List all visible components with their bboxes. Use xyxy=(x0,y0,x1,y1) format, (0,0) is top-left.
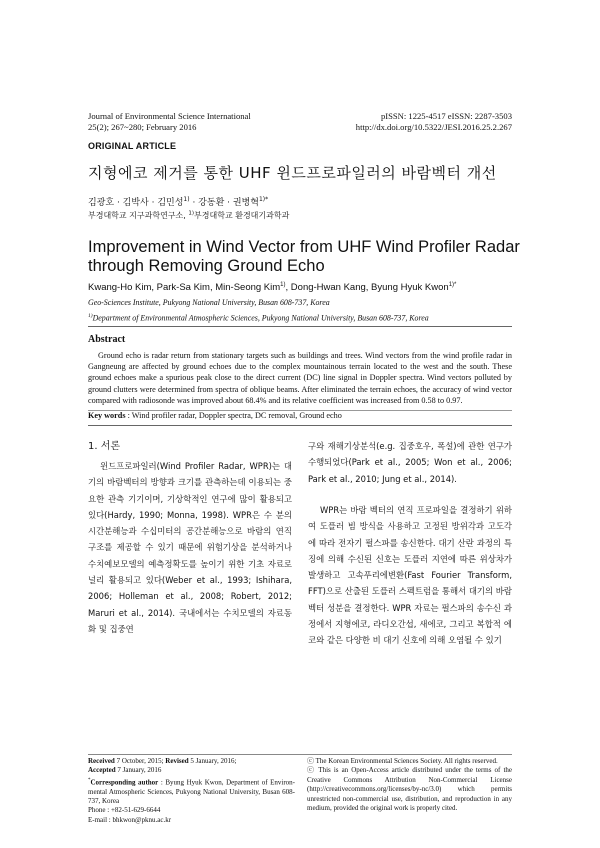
authors-kr-prefix: 김광호 · 김박사 · 김민성 xyxy=(88,198,184,208)
article-type: ORIGINAL ARTICLE xyxy=(88,141,177,151)
footer-phone: Phone : +82-51-629-6644 xyxy=(88,806,161,815)
corresponding-label: Corresponding author xyxy=(90,778,159,787)
divider-footer xyxy=(88,754,512,755)
footer-received-line xyxy=(88,757,295,766)
journal-issn: pISSN: 1225-4517 eISSN: 2287-3503 xyxy=(380,111,512,121)
authors-english xyxy=(88,282,456,293)
intro-right-column-2: WPR는 바람 벡터의 연직 프로파일을 결정하기 위하여 도플러 빔 방식을 사용하고 고정된 방위각과 고도각에 따라 전자기 펄스파를 송신한다. 대기 산란 과정의 특징에 의해 수신된 신호는 도플러 지연에 따른 위상차가 발생하고 고속푸리에변환(Fast Fourier Transform, FFT)으로 산출된 도플러 스펙트럼을 통해서 대기의 바람벡터 성분을 결정한다. WPR 자료는 펄스파의 송수신 과정에서 지형에코, 라디오간섭, 새에코, 그리고 복합적 에코와 같은 다양한 비 대기 신호에 의해 오염될 수 있기 xyxy=(308,505,512,646)
abstract-text: Ground echo is radar return from stationary targets such as buildings and trees. Wind vectors from the wind profile radar in Gangneung are affected by ground echoes due to the complex mountainous terrain located to the west and the south. These ground echoes make a spurious peak close to the direct current (DC) line signal in Doppler spectra. Wind vectors polluted by ground clutters were determined from spectra of oblique beams. After eliminated the terrain echoes, the accuracy of wind vector compared with radiosonde was improved about 68.4% and its relative coefficient was increased from 0.58 to 0.97. xyxy=(88,351,512,405)
affil-en-sup: 1) xyxy=(88,313,93,319)
authors-kr-sup2: 1)* xyxy=(258,196,269,203)
footer-corresponding: *Corresponding author : Byung Hyuk Kwon, Department of Environ-mental Atmospheric Sciences, Pukyong National University, Busan 608-737, Korea xyxy=(88,777,295,805)
affil-en-line2: Department of Environmental Atmospheric Sciences, Pukyong National University, Busan 608-737, Korea xyxy=(92,313,429,323)
intro-right-column-1: 구와 재해기상분석(e.g. 집중호우, 폭설)에 관한 연구가 수행되었다(Park et al., 2005; Won et al., 2006; Park et al., 2010; Jung et al., 2014). xyxy=(308,441,512,484)
corresponding-text: : Byung Hyuk Kwon, Department of Environ-mental Atmospheric Sciences, Pukyong National University, Busan 608-737, Korea xyxy=(88,778,295,805)
authors-en-middle: , Dong-Hwan Kang, Byung Hyuk Kwon xyxy=(285,282,449,294)
affil-kr-b: 부경대학교 환경대기과학과 xyxy=(194,211,290,220)
authors-kr-sup1: 1) xyxy=(183,196,190,203)
keywords-label: Key words xyxy=(88,411,126,420)
section-heading-intro: 1. 서론 xyxy=(88,441,121,452)
journal-name: Journal of Environmental Science International xyxy=(88,111,251,121)
keywords-text: : Wind profiler radar, Doppler spectra, DC removal, Ground echo xyxy=(125,411,342,420)
title-english: Improvement in Wind Vector from UHF Wind Profiler Radar through Removing Ground Echo xyxy=(88,238,520,275)
authors-en-prefix: Kwang-Ho Kim, Park-Sa Kim, Min-Seong Kim xyxy=(88,282,281,294)
affil-en-line1: Geo-Sciences Institute, Pukyong National University, Busan 608-737, Korea xyxy=(88,298,330,307)
received-label: Received xyxy=(88,757,115,765)
journal-header-right xyxy=(252,111,512,133)
revised-label: Revised xyxy=(165,757,189,765)
affiliation-english xyxy=(88,297,518,324)
affil-kr-a: 부경대학교 지구과학연구소, xyxy=(88,211,189,220)
intro-left-column: 윈드프로파일러(Wind Profiler Radar, WPR)는 대기의 바람벡터의 방향과 크기를 관측하는데 이용되는 중요한 관측 기기이며, 기상학적인 연구에 많이 활용되고 있다(Hardy, 1990; Monna, 1998). WPR은 수 분의 시간분해능과 수십미터의 공간분해능으로 바람의 연직구조를 제공할 수 있기 때문에 위험기상을 분석하거나 수치예보모델의 예측정확도를 높이기 위한 기초 자료로 널리 활용되고 있다(Weber et al., 1993; Ishihara, 2006; Holleman et al., 2008; Robert, 2012; Maruri et al., 2014). 국내에서는 수치모델의 자료동화 및 집중연 xyxy=(88,461,292,634)
affil-kr-sup: 1) xyxy=(188,210,195,217)
keywords xyxy=(88,411,512,420)
authors-korean xyxy=(88,195,268,208)
journal-issue: 25(2); 267~280; February 2016 xyxy=(88,122,197,132)
received-date: 7 October, 2015; xyxy=(114,757,166,765)
accepted-date: 7 January, 2016 xyxy=(115,766,162,775)
divider-top xyxy=(88,326,512,327)
authors-en-sup2: 1)* xyxy=(448,282,457,288)
footer-accepted-line xyxy=(88,766,295,775)
accepted-label: Accepted xyxy=(88,766,116,775)
affil-en-line2-wrap xyxy=(88,311,518,324)
footer-left xyxy=(88,757,295,825)
authors-en-sup1: 1) xyxy=(280,282,286,288)
license-text: ⓒ This is an Open-Access article distributed under the terms of the Creative Commons Attribution Non-Commercial License (http://creativecommons.org/licenses/by-nc/3.0) which permits unrestricted non-commercial use, distribution, and reproduction in any medium, provided the original work is properly cited. xyxy=(307,766,512,813)
journal-doi[interactable]: http://dx.doi.org/10.5322/JESI.2016.25.2.267 xyxy=(355,122,512,132)
affiliation-korean xyxy=(88,210,289,221)
title-korean: 지형에코 제거를 통한 UHF 윈드프로파일러의 바람벡터 개선 xyxy=(88,164,497,182)
authors-kr-middle: · 강동환 · 권병혁 xyxy=(189,198,259,208)
revised-date: 5 January, 2016; xyxy=(188,757,237,765)
copyright-line: ⓒ The Korean Environmental Sciences Society. All rights reserved. xyxy=(307,757,498,765)
footer-right xyxy=(307,757,512,813)
divider-keywords xyxy=(88,425,512,426)
footer-email[interactable]: E-mail : bhkwon@pknu.ac.kr xyxy=(88,815,172,824)
abstract-heading: Abstract xyxy=(88,334,126,345)
